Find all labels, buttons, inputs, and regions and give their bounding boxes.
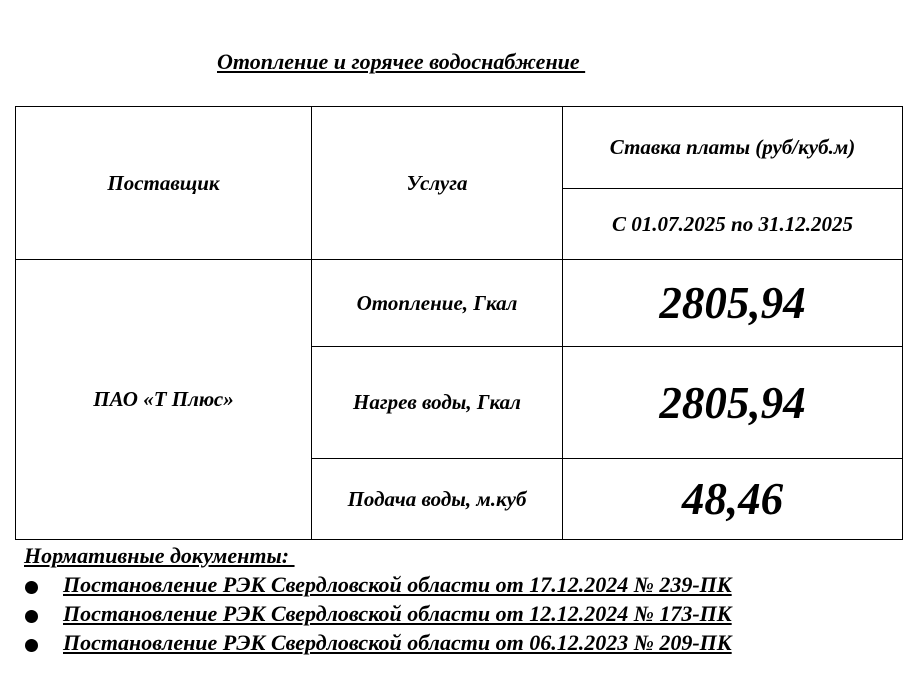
header-supplier: Поставщик <box>107 170 220 195</box>
documents-title: Нормативные документы: <box>24 543 295 568</box>
document-link[interactable]: Постановление РЭК Свердловской области от 12.12.2024 № 173-ПК <box>63 601 732 626</box>
bullet-icon <box>25 581 38 594</box>
service-water-supply: Подача воды, м.куб <box>347 486 527 511</box>
header-service: Услуга <box>406 170 468 195</box>
document-link[interactable]: Постановление РЭК Свердловской области от 17.12.2024 № 239-ПК <box>63 572 732 597</box>
service-heating: Отопление, Гкал <box>356 290 518 315</box>
bullet-icon <box>25 639 38 652</box>
rate-heating: 2805,94 <box>659 278 806 328</box>
supplier-name: ПАО «Т Плюс» <box>93 387 234 411</box>
document-link[interactable]: Постановление РЭК Свердловской области от 06.12.2023 № 209-ПК <box>63 630 732 655</box>
tariff-table <box>15 106 903 540</box>
page-title: Отопление и горячее водоснабжение <box>217 49 586 74</box>
bullet-icon <box>25 610 38 623</box>
rate-water-supply: 48,46 <box>681 474 784 524</box>
service-water-heating: Нагрев воды, Гкал <box>353 390 521 414</box>
rate-water-heating: 2805,94 <box>659 377 806 428</box>
header-rate: Ставка платы (руб/куб.м) <box>609 135 856 159</box>
header-period: С 01.07.2025 по 31.12.2025 <box>612 211 853 236</box>
